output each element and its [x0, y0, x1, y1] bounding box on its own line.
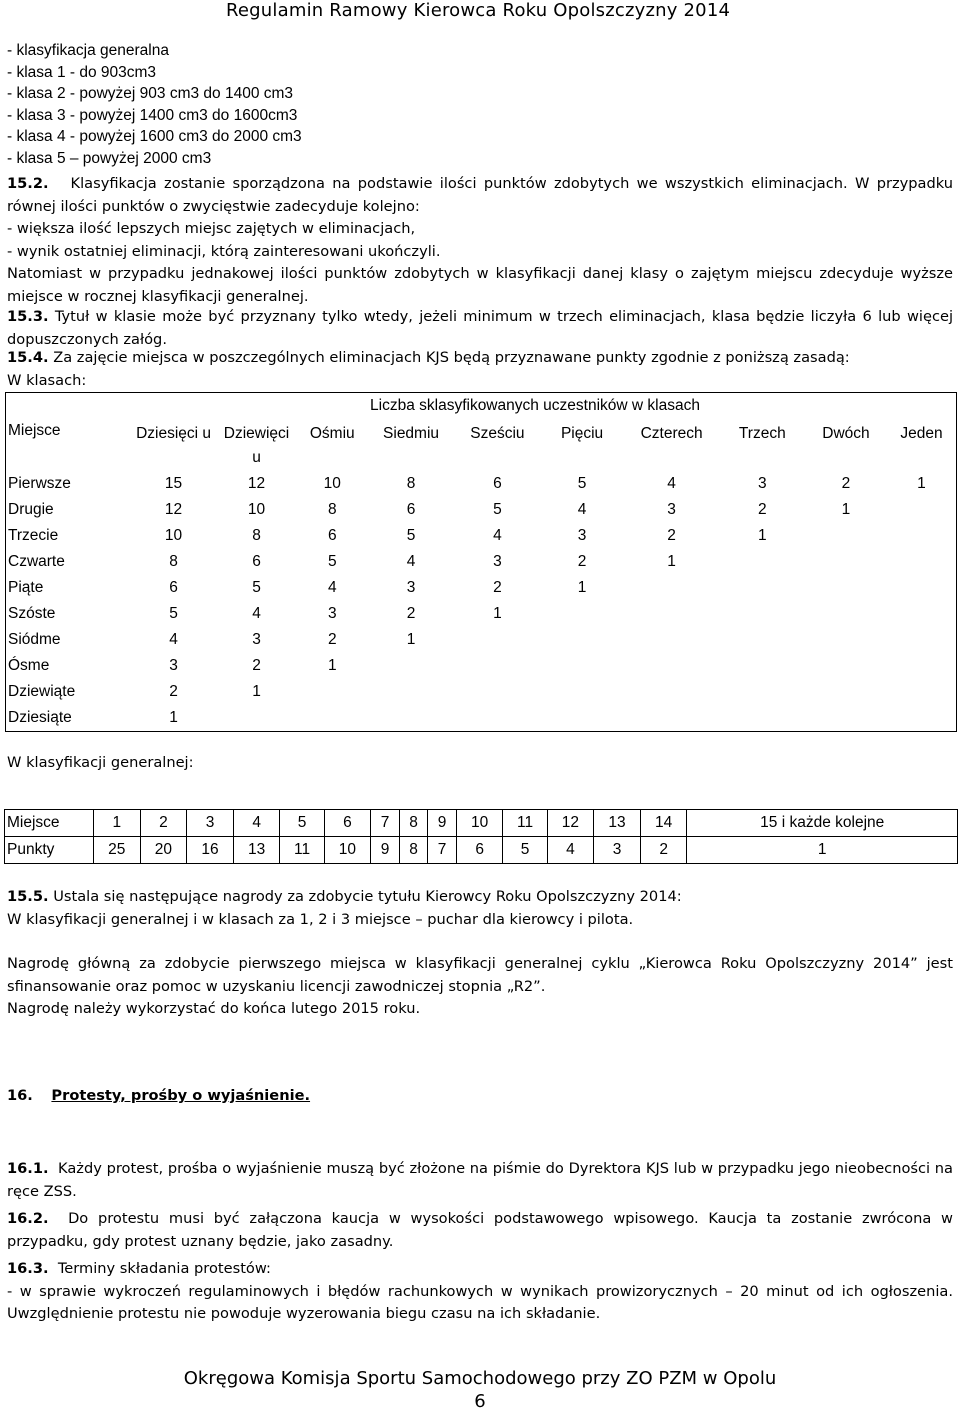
section-text: Do protestu musi być załączona kaucja w wysokości podstawowego wpisowego. Kaucja ta zostanie zwrócona w przypadku, gdy protest uznany będzie, jako zasadny.	[7, 1210, 953, 1250]
points-cell: 5	[327, 553, 337, 570]
place-label: Trzecie	[6, 523, 131, 549]
points-cell: 7	[428, 837, 457, 864]
page-number: 6	[474, 1391, 486, 1412]
place-cell: 15 i każde kolejne	[687, 810, 958, 837]
points-cell: 3	[577, 527, 587, 544]
table-row	[6, 497, 957, 523]
criterion-item: - większa ilość lepszych miejsc zajętych w eliminacjach,	[7, 220, 416, 237]
place-label: Dziesiąte	[6, 705, 131, 732]
points-cell: 4	[327, 579, 337, 596]
points-cell: 13	[233, 837, 280, 864]
section-number: 15.4.	[7, 349, 49, 366]
paragraph: Nagrodę należy wykorzystać do końca lutego 2015 roku.	[7, 1000, 421, 1017]
column-header: Jeden	[887, 419, 957, 471]
points-cell: 4	[252, 605, 261, 622]
points-cell: 3	[757, 475, 767, 492]
footer: Okręgowa Komisja Sportu Samochodowego przy ZO PZM w Opolu	[183, 1368, 777, 1389]
points-cell: 3	[169, 657, 178, 674]
section-15-3	[7, 306, 953, 351]
class-list-item: - klasa 4 - powyżej 1600 cm3 do 2000 cm3	[7, 128, 302, 145]
points-cell: 11	[280, 837, 324, 864]
section-number: 16.3.	[7, 1260, 49, 1277]
section-number: 16.	[7, 1087, 33, 1104]
column-header: Pięciu	[560, 425, 604, 442]
subheading: W klasach:	[7, 371, 87, 389]
place-cell: 7	[371, 810, 400, 837]
section-16-heading	[7, 1085, 953, 1108]
paragraph: - w sprawie wykroczeń regulaminowych i błędów rachunkowych w wynikach prowizorycznych – 20 minut od ich ogłoszenia. Uwzględnienie protestu nie powoduje wyzerowania biegu czasu na ich składanie.	[7, 1282, 953, 1322]
column-header: Siedmiu	[383, 425, 440, 442]
points-cell: 1	[757, 527, 767, 544]
points-cell: 25	[94, 837, 141, 864]
points-cell: 6	[169, 579, 178, 596]
table-row	[6, 679, 957, 705]
points-cell: 10	[323, 475, 341, 492]
points-cell: 20	[140, 837, 187, 864]
points-cell: 1	[577, 579, 587, 596]
points-cell: 8	[252, 527, 261, 544]
points-cell: 2	[406, 605, 416, 622]
points-cell: 8	[399, 837, 428, 864]
place-cell: 13	[594, 810, 641, 837]
points-cell: 6	[493, 475, 502, 492]
points-cell: 4	[667, 475, 676, 492]
points-cell: 3	[252, 631, 261, 648]
points-cell: 1	[493, 605, 502, 622]
column-header: Ośmiu	[309, 425, 355, 442]
points-cell: 5	[577, 475, 587, 492]
points-cell: 8	[406, 475, 416, 492]
points-cell: 1	[687, 837, 958, 864]
points-cell: 9	[371, 837, 400, 864]
points-cell: 2	[252, 657, 261, 674]
place-label: Piąte	[6, 575, 131, 601]
points-cell: 5	[169, 605, 178, 622]
place-label: Ósme	[6, 653, 131, 679]
points-cell: 2	[841, 475, 851, 492]
place-cell: 3	[187, 810, 234, 837]
points-cell: 15	[164, 475, 183, 492]
place-label: Szóste	[6, 601, 131, 627]
place-cell: 1	[94, 810, 141, 837]
running-header: Regulamin Ramowy Kierowca Roku Opolszczyzny 2014	[226, 0, 731, 21]
section-number: 15.2.	[7, 175, 49, 192]
table-row	[6, 549, 957, 575]
section-15-4	[7, 347, 953, 392]
section-text: Za zajęcie miejsca w poszczególnych eliminacjach KJS będą przyznawane punkty zgodnie z poniższą zasadą:	[53, 349, 850, 366]
section-text: Klasyfikacja zostanie sporządzona na podstawie ilości punktów zdobytych we wszystkich eliminacjach. W przypadku równej ilości punktów o zwycięstwie zadecyduje kolejno:	[7, 175, 954, 215]
column-header: Dwóch	[822, 425, 870, 442]
points-cell: 1	[327, 657, 337, 674]
points-cell: 12	[164, 501, 183, 518]
section-text: Każdy protest, prośba o wyjaśnienie muszą być złożone na piśmie do Dyrektora KJS lub w przypadku jego nieobecności na ręce ZSS.	[7, 1160, 953, 1200]
points-cell: 8	[327, 501, 337, 518]
points-cell: 8	[169, 553, 178, 570]
place-cell: 10	[456, 810, 503, 837]
place-cell: 2	[140, 810, 187, 837]
section-number: 15.3.	[7, 308, 49, 325]
table-row	[6, 601, 957, 627]
points-cell: 1	[252, 683, 261, 700]
place-cell: 4	[233, 810, 280, 837]
class-list	[7, 40, 507, 169]
class-list-item: - klasa 3 - powyżej 1400 cm3 do 1600cm3	[7, 106, 298, 124]
section-number: 15.5.	[7, 888, 49, 905]
points-cell: 1	[887, 471, 957, 497]
paragraph: Natomiast w przypadku jednakowej ilości punktów zdobytych w klasyfikacji danej klasy o zajętym miejscu zdecyduje wyższe miejsce w rocznej klasyfikacji generalnej.	[7, 265, 953, 305]
points-cell: 4	[577, 501, 587, 518]
class-points-table	[5, 392, 957, 732]
criterion-item: - wynik ostatniej eliminacji, którą zainteresowani ukończyli.	[7, 242, 441, 260]
points-cell: 12	[247, 475, 266, 492]
points-cell: 5	[252, 579, 261, 596]
points-cell: 3	[327, 605, 337, 622]
points-cell: 4	[169, 631, 178, 648]
points-cell: 3	[667, 501, 676, 518]
points-cell: 5	[406, 527, 416, 544]
points-cell: 16	[187, 837, 234, 864]
section-text: Ustala się następujące nagrody za zdobycie tytułu Kierowcy Roku Opolszczyzny 2014:	[53, 888, 682, 905]
points-cell: 4	[547, 837, 594, 864]
paragraph: Nagrodę główną za zdobycie pierwszego miejsca w klasyfikacji generalnej cyklu „Kierowca Roku Opolszczyzny 2014” jest sfinansowanie oraz pomoc w uzyskaniu licencji zawodniczej stopnia „R2”.	[7, 955, 953, 995]
column-header: Dziesięci u	[136, 425, 212, 442]
class-list-item: - klasyfikacja generalna	[7, 42, 169, 59]
column-header: Trzech	[738, 425, 786, 442]
points-cell: 2	[327, 631, 337, 648]
table-row	[6, 471, 957, 497]
row-header: Miejsce	[5, 810, 94, 837]
points-cell: 2	[493, 579, 502, 596]
class-list-item: - klasa 5 – powyżej 2000 cm3	[7, 149, 212, 167]
general-classification-label: W klasyfikacji generalnej:	[7, 754, 194, 771]
place-cell: 6	[324, 810, 371, 837]
place-label: Siódme	[6, 627, 131, 653]
points-cell: 2	[640, 837, 687, 864]
points-cell: 1	[131, 705, 216, 732]
place-cell: 11	[503, 810, 547, 837]
place-label: Dziewiąte	[6, 679, 131, 705]
points-cell: 2	[577, 553, 587, 570]
class-list-item: - klasa 1 - do 903cm3	[7, 63, 157, 81]
place-cell: 5	[280, 810, 324, 837]
class-list-item: - klasa 2 - powyżej 903 cm3 do 1400 cm3	[7, 85, 294, 102]
points-cell: 3	[493, 553, 502, 570]
points-cell: 2	[757, 501, 767, 518]
column-header: Czterech	[640, 425, 703, 442]
section-16-3	[7, 1258, 953, 1326]
section-number: 16.1.	[7, 1160, 49, 1177]
section-title: Protesty, prośby o wyjaśnienie.	[51, 1087, 311, 1104]
points-cell: 10	[247, 501, 266, 518]
place-cell: 14	[640, 810, 687, 837]
points-cell: 6	[252, 553, 261, 570]
place-label: Czwarte	[6, 549, 131, 575]
points-cell: 4	[406, 553, 416, 570]
points-cell: 2	[667, 527, 676, 544]
place-cell: 9	[428, 810, 457, 837]
row-header: Punkty	[5, 837, 94, 864]
place-label: Pierwsze	[6, 471, 131, 497]
place-cell: 8	[399, 810, 428, 837]
paragraph: W klasyfikacji generalnej i w klasach za 1, 2 i 3 miejsce – puchar dla kierowcy i pilota.	[7, 910, 634, 928]
table-row	[6, 575, 957, 601]
table-row	[6, 653, 957, 679]
table-group-header: Liczba sklasyfikowanych uczestników w klasach	[6, 393, 957, 420]
column-header: Miejsce	[6, 419, 131, 471]
table-row	[6, 627, 957, 653]
points-cell: 5	[493, 501, 502, 518]
points-cell: 3	[594, 837, 641, 864]
column-header: Dziewięci u	[223, 425, 290, 466]
table-row	[6, 523, 957, 549]
points-cell: 6	[327, 527, 337, 544]
points-cell: 2	[169, 683, 178, 700]
table-row	[6, 705, 957, 732]
points-cell: 3	[406, 579, 416, 596]
points-cell: 10	[164, 527, 183, 544]
place-cell: 12	[547, 810, 594, 837]
points-cell: 6	[456, 837, 503, 864]
points-cell: 1	[406, 631, 416, 648]
points-cell: 6	[406, 501, 416, 518]
section-16-2	[7, 1208, 953, 1253]
section-number: 16.2.	[7, 1210, 49, 1227]
section-text: Terminy składania protestów:	[57, 1260, 271, 1277]
place-label: Drugie	[6, 497, 131, 523]
general-points-table	[4, 809, 958, 864]
points-cell: 1	[667, 553, 676, 570]
points-cell: 10	[324, 837, 371, 864]
section-16-1	[7, 1158, 953, 1203]
section-text: Tytuł w klasie może być przyznany tylko wtedy, jeżeli minimum w trzech eliminacjach, klasa będzie liczyła 6 lub więcej dopuszczonych załóg.	[7, 308, 953, 348]
points-cell: 4	[493, 527, 502, 544]
points-cell: 1	[841, 501, 851, 518]
section-15-5	[7, 886, 953, 1021]
points-cell: 5	[503, 837, 547, 864]
column-header: Sześciu	[470, 425, 525, 442]
section-15-2	[7, 173, 953, 308]
